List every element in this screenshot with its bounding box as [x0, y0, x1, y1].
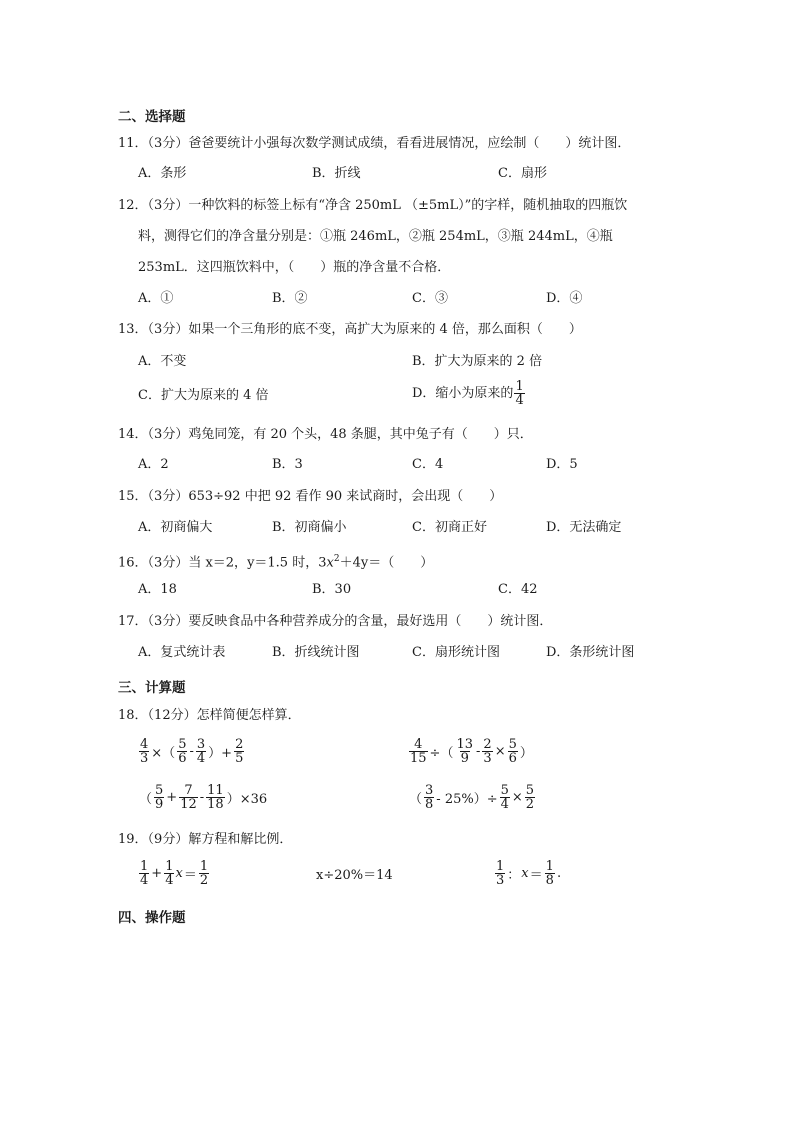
fraction: $\frac{5}{4}$	[500, 783, 509, 812]
question-14-stem: 14．（3分）鸡兔同笼，有 20 个头，48 条腿，其中兔子有（ ）只．	[118, 427, 533, 442]
q19-equation-2-text: x÷20%＝14	[316, 868, 393, 883]
question-12-line-2: 料，测得它们的净含量分别是：①瓶 246mL，②瓶 254mL，③瓶 244mL，④瓶	[138, 229, 613, 244]
section-title-operation: 四、操作题	[118, 910, 186, 926]
fraction: $\frac{1}{4}$	[140, 859, 149, 888]
fraction: $\frac{1}{2}$	[199, 859, 209, 888]
fraction: $\frac{5}{9}$	[155, 783, 164, 812]
q13-option-b: B．扩大为原来的 2 倍	[412, 354, 543, 369]
q12-option-b: B．②	[272, 291, 308, 306]
fraction: $\frac{11}{18}$	[207, 783, 224, 812]
section-title-choice: 二、选择题	[118, 109, 186, 125]
q16-y-value: y＝1.5 时，3	[247, 555, 327, 571]
q16-exponent: 2	[333, 554, 340, 564]
q19-equation-1: $\frac{1}{4}$ + $\frac{1}{4}$ x ＝ $\frac{1}{2}$	[140, 859, 209, 888]
question-12-line-1: 12．（3分）一种饮料的标签上标有“净含 250mL （±5mL）”的字样，随机抽取的四瓶饮	[118, 198, 628, 213]
q16-stem-prefix: 16．（3分）当	[118, 555, 206, 571]
fraction: $\frac{1}{3}$	[496, 859, 505, 888]
q15-option-a: A．初商偏大	[138, 520, 213, 535]
q17-option-c: C．扇形统计图	[412, 645, 500, 660]
question-16-stem	[118, 549, 678, 573]
q14-option-a: A．2	[138, 457, 169, 472]
question-18-stem: 18．（12分）怎样简便怎样算．	[118, 708, 301, 723]
q19-proportion: $\frac{1}{3}$ ： x ＝ $\frac{1}{8}$ .	[496, 859, 562, 888]
fraction: $\frac{5}{6}$	[178, 737, 187, 766]
fraction: $\frac{5}{6}$	[508, 737, 517, 766]
fraction: $\frac{3}{4}$	[196, 737, 206, 766]
q13-option-a: A．不变	[138, 354, 187, 369]
q16-option-a: A．18	[138, 582, 177, 597]
fraction-numerator: 1	[515, 379, 524, 394]
q11-option-a: A．条形	[138, 166, 187, 181]
q14-option-d: D．5	[546, 457, 578, 472]
q17-option-b: B．折线统计图	[272, 645, 360, 660]
question-15-stem: 15．（3分）653÷92 中把 92 看作 90 来试商时，会出现（ ）	[118, 489, 503, 504]
q13-option-d-label: D．缩小为原来的	[412, 385, 514, 401]
q11-option-c: C．扇形	[498, 166, 547, 181]
fraction-denominator: 4	[515, 393, 524, 408]
question-12-line-3: 253mL．这四瓶饮料中，（ ）瓶的净含量不合格．	[138, 260, 451, 275]
question-19-stem: 19．（9分）解方程和解比例．	[118, 832, 293, 847]
q17-option-d: D．条形统计图	[546, 645, 635, 660]
q16-option-b: B．30	[312, 582, 352, 597]
q13-option-c: C．扩大为原来的 4 倍	[138, 388, 269, 403]
q12-option-a: A．①	[138, 291, 174, 306]
variable-x: x	[521, 866, 529, 881]
q12-option-c: C．③	[412, 291, 448, 306]
question-11-stem: 11．（3分）爸爸要统计小强每次数学测试成绩，看看进展情况，应绘制（ ）统计图．	[118, 136, 631, 151]
fraction: $\frac{2}{5}$	[235, 737, 244, 766]
q14-option-c: C．4	[412, 457, 444, 472]
q16-x-value: x＝2，	[205, 555, 248, 571]
q11-option-b: B．折线	[312, 166, 361, 181]
q13-option-d	[412, 380, 526, 407]
q18-expression-1: $\frac{4}{3}$ ×（ $\frac{5}{6}$ - $\frac{3}{4}$ ）+ $\frac{2}{5}$	[140, 737, 244, 766]
q16-option-c: C．42	[498, 582, 538, 597]
q15-option-b: B．初商偏小	[272, 520, 347, 535]
q12-option-d: D．④	[546, 291, 583, 306]
fraction: $\frac{1}{4}$	[165, 859, 174, 888]
fraction: $\frac{4}{3}$	[140, 737, 149, 766]
fraction: $\frac{3}{8}$	[425, 783, 434, 812]
q16-stem-tail: ＋4y＝（ ）	[339, 555, 434, 571]
q15-option-d: D．无法确定	[546, 520, 622, 535]
fraction: $\frac{2}{3}$	[483, 737, 492, 766]
section-title-calculation: 三、计算题	[118, 680, 186, 696]
fraction: $\frac{4}{15}$	[410, 737, 427, 766]
fraction: $\frac{7}{12}$	[180, 783, 197, 812]
question-13-stem: 13．（3分）如果一个三角形的底不变，高扩大为原来的 4 倍，那么面积（ ）	[118, 322, 582, 337]
q15-option-c: C．初商正好	[412, 520, 487, 535]
q13-option-d-fraction	[514, 380, 524, 407]
q18-expression-3: （ $\frac{5}{9}$ + $\frac{7}{12}$ - $\frac{11}{18}$ ）×36	[139, 783, 268, 812]
fraction: $\frac{5}{2}$	[525, 783, 535, 812]
q18-expression-2: $\frac{4}{15}$ ÷（ $\frac{13}{9}$ - $\frac{2}{3}$ × $\frac{5}{6}$ ）	[410, 737, 533, 766]
fraction: $\frac{1}{8}$	[545, 859, 554, 888]
fraction: $\frac{13}{9}$	[456, 737, 473, 766]
q17-option-a: A．复式统计表	[138, 645, 226, 660]
q18-expression-4: （ $\frac{3}{8}$ - 25%）÷ $\frac{5}{4}$ × $\frac{5}{2}$	[409, 783, 535, 812]
q16-var-x: x	[326, 555, 334, 571]
variable-x: x	[175, 866, 183, 881]
q14-option-b: B．3	[272, 457, 303, 472]
q19-equation-2	[316, 864, 393, 883]
question-17-stem: 17．（3分）要反映食品中各种营养成分的含量，最好选用（ ）统计图．	[118, 614, 553, 629]
